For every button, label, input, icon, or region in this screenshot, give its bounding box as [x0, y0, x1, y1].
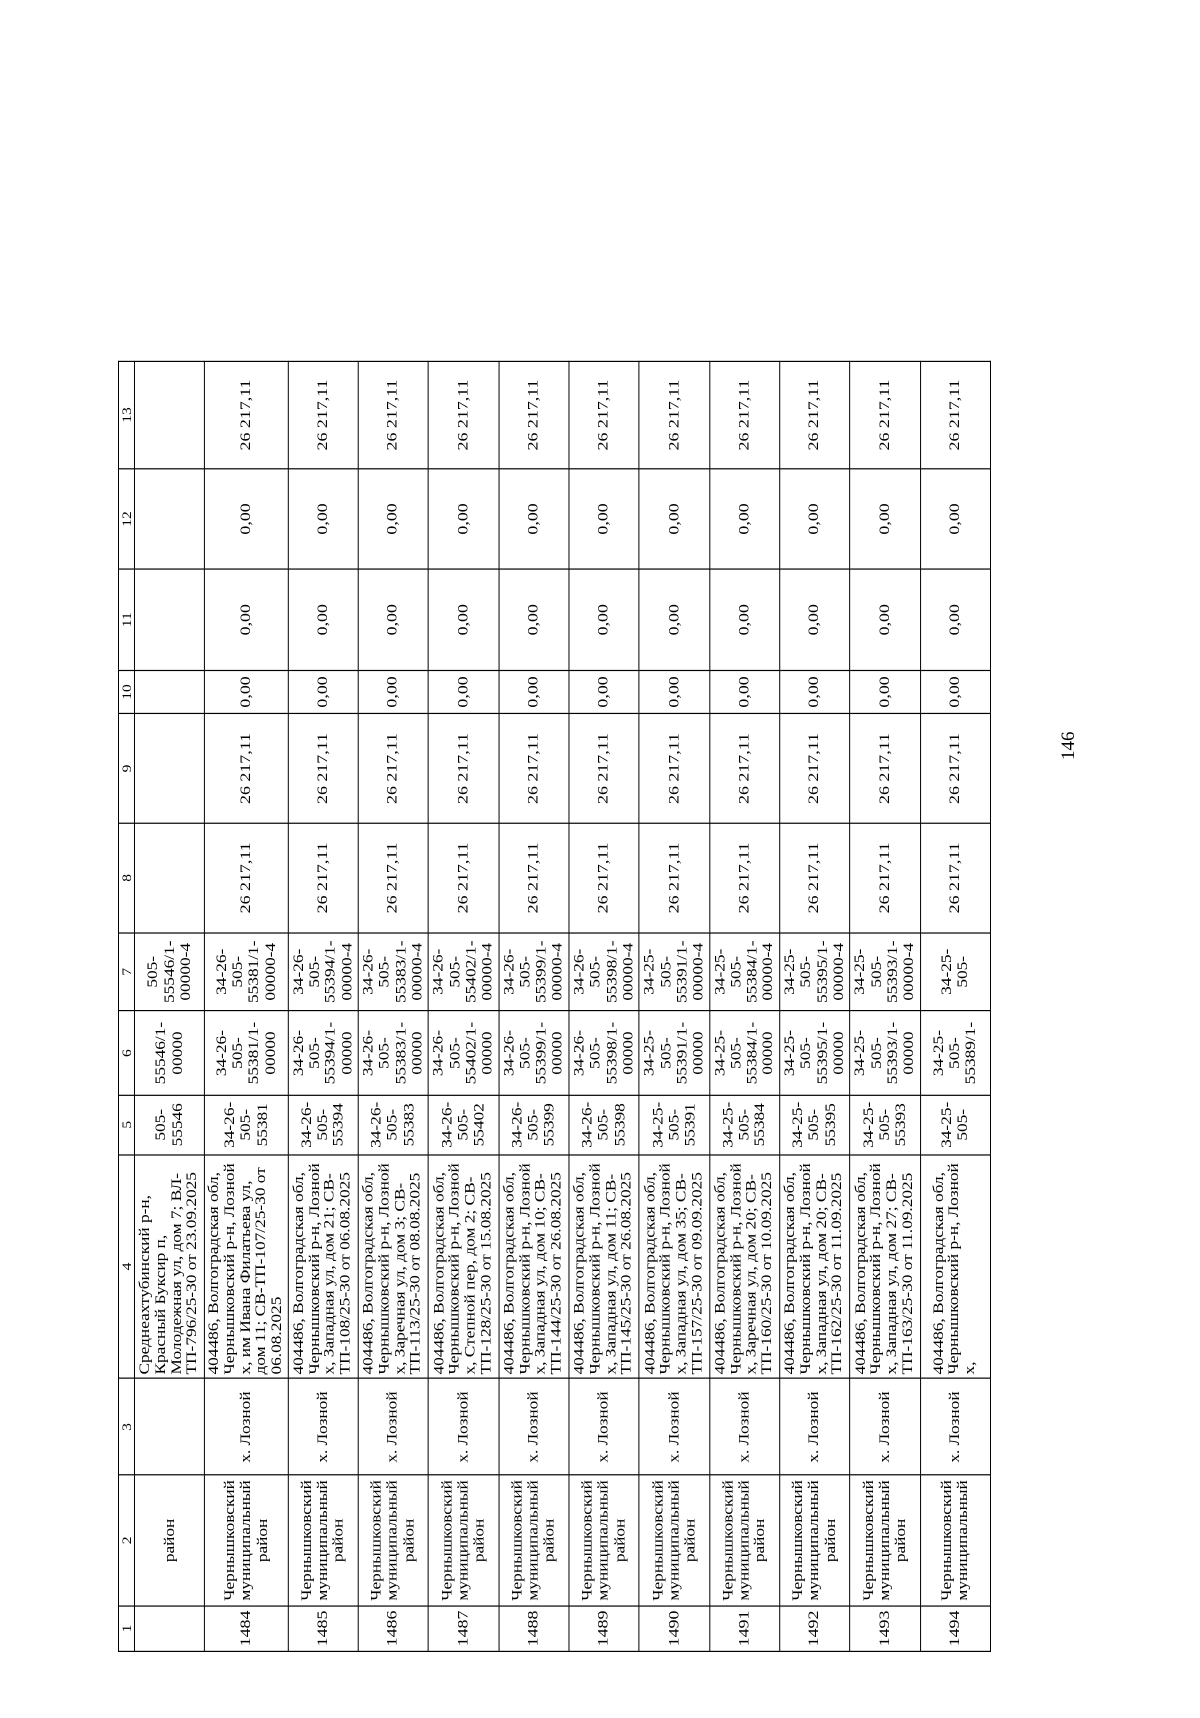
table-cell: 0,00	[850, 670, 920, 714]
column-header: 9	[118, 714, 134, 823]
table-cell: 0,00	[920, 469, 990, 570]
table-cell: 26 217,11	[499, 823, 569, 932]
table-row	[288, 361, 358, 1651]
table-cell: Чернышковский муниципальный район	[499, 1475, 569, 1605]
table-cell: 1490	[639, 1605, 709, 1651]
table-cell: 34-25-505-55395/1-00000-4	[780, 933, 850, 1011]
table-cell: 26 217,11	[709, 714, 779, 823]
column-header: 8	[118, 823, 134, 932]
table-cell: 404486, Волгоградская обл, Чернышковский р-н, Лозной х, Западная ул, дом 10; СВ-ТП-144/25-30 от 26.08.2025	[499, 1154, 569, 1378]
table-cell: 34-26-505-55383	[358, 1095, 428, 1154]
table-cell: 0,00	[569, 569, 639, 670]
table-cell: 0,00	[358, 670, 428, 714]
table-cell: Чернышковский муниципальный район	[569, 1475, 639, 1605]
table-cell: Чернышковский муниципальный район	[288, 1475, 358, 1605]
table-cell: 0,00	[639, 569, 709, 670]
table-cell: 505-55546/1-00000-4	[134, 933, 204, 1011]
table-cell: 0,00	[569, 670, 639, 714]
table-cell: х. Лозной	[428, 1379, 498, 1476]
table-cell: 0,00	[428, 569, 498, 670]
table-cell: 26 217,11	[288, 361, 358, 468]
table-cell: 1486	[358, 1605, 428, 1651]
table-cell: 34-25-505-55384/1-00000	[709, 1011, 779, 1095]
table-cell: 34-26-505-55398	[569, 1095, 639, 1154]
table-cell: х. Лозной	[358, 1379, 428, 1476]
table-cell: 34-25-505-55395	[780, 1095, 850, 1154]
table-cell: Чернышковский муниципальный	[920, 1475, 990, 1605]
table-cell: 34-25-505-	[920, 1095, 990, 1154]
table-cell: 0,00	[639, 670, 709, 714]
table-cell: 34-25-505-55391	[639, 1095, 709, 1154]
table-cell: Среднеахтубинский р-н, Красный Буксир п, Молодежная ул, дом 7; ВЛ-ТП-796/25-30 от 23.09.2025	[134, 1154, 204, 1378]
table-cell: 26 217,11	[780, 823, 850, 932]
table-cell: Чернышковский муниципальный район	[639, 1475, 709, 1605]
table-cell	[134, 569, 204, 670]
table-cell: 26 217,11	[499, 361, 569, 468]
table-cell: 26 217,11	[850, 823, 920, 932]
table-cell: 34-25-505-55384/1-00000-4	[709, 933, 779, 1011]
table-cell: 0,00	[569, 469, 639, 570]
table-cell: Чернышковский муниципальный район	[780, 1475, 850, 1605]
table-cell: 34-26-505-55402/1-00000-4	[428, 933, 498, 1011]
table-cell: 26 217,11	[920, 361, 990, 468]
table-cell: 0,00	[288, 670, 358, 714]
table-cell: 26 217,11	[850, 714, 920, 823]
table-row	[205, 361, 288, 1651]
table-cell: х. Лозной	[499, 1379, 569, 1476]
table-cell: 0,00	[709, 670, 779, 714]
column-header: 11	[118, 569, 134, 670]
table-cell: 404486, Волгоградская обл, Чернышковский р-н, Лозной х, Степной пер, дом 2; СВ-ТП-128/25-30 от 15.08.2025	[428, 1154, 498, 1378]
table-cell: 0,00	[499, 569, 569, 670]
page-number: 146	[1058, 731, 1079, 760]
table-cell: 26 217,11	[569, 361, 639, 468]
table-row	[499, 361, 569, 1651]
table-cell: 34-26-505-55398/1-00000	[569, 1011, 639, 1095]
table-cell: 0,00	[205, 569, 288, 670]
table-cell: 26 217,11	[205, 823, 288, 932]
table-cell: 404486, Волгоградская обл, Чернышковский р-н, Лозной х, Западная ул, дом 21; СВ-ТП-108/25-30 от 06.08.2025	[288, 1154, 358, 1378]
table-cell: 26 217,11	[709, 361, 779, 468]
table-cell: 1491	[709, 1605, 779, 1651]
table-cell: 505-55546	[134, 1095, 204, 1154]
table-cell: 26 217,11	[499, 714, 569, 823]
table-cell: 404486, Волгоградская обл, Чернышковский р-н, Лозной х, Западная ул, дом 20; СВ-ТП-162/25-30 от 11.09.2025	[780, 1154, 850, 1378]
table-cell: 404486, Волгоградская обл, Чернышковский р-н, Лозной х, Западная ул, дом 11; СВ-ТП-145/25-30 от 26.08.2025	[569, 1154, 639, 1378]
rotated-table-container	[118, 361, 991, 1652]
table-cell: 26 217,11	[428, 361, 498, 468]
table-cell: 0,00	[499, 469, 569, 570]
table-cell: 0,00	[850, 469, 920, 570]
table-cell: 404486, Волгоградская обл, Чернышковский р-н, Лозной х, Западная ул, дом 27; СВ-ТП-163/25-30 от 11.09.2025	[850, 1154, 920, 1378]
table-cell: Чернышковский муниципальный район	[709, 1475, 779, 1605]
table-cell	[134, 714, 204, 823]
table-cell: 26 217,11	[920, 823, 990, 932]
table-cell: 0,00	[428, 670, 498, 714]
table-cell: 34-26-505-55399/1-00000-4	[499, 933, 569, 1011]
table-cell: 404486, Волгоградская обл, Чернышковский р-н, Лозной х, им Ивана Филатьева ул, дом 11; СВ-ТП-107/25-30 от 06.08.2025	[205, 1154, 288, 1378]
table-cell: х. Лозной	[920, 1379, 990, 1476]
table-cell: 26 217,11	[205, 361, 288, 468]
table-cell: 404486, Волгоградская обл, Чернышковский р-н, Лозной х,	[920, 1154, 990, 1378]
table-cell: 1484	[205, 1605, 288, 1651]
table-cell: район	[134, 1475, 204, 1605]
table-row	[358, 361, 428, 1651]
table-cell: 1489	[569, 1605, 639, 1651]
table-cell: х. Лозной	[639, 1379, 709, 1476]
table-cell: 34-26-505-55394	[288, 1095, 358, 1154]
table-cell: 26 217,11	[850, 361, 920, 468]
table-cell: 34-25-505-55391/1-00000-4	[639, 933, 709, 1011]
table-cell: 26 217,11	[205, 714, 288, 823]
table-cell	[134, 670, 204, 714]
table-cell: 34-25-505-55393/1-00000-4	[850, 933, 920, 1011]
table-cell	[134, 469, 204, 570]
table-cell: х. Лозной	[205, 1379, 288, 1476]
table-cell: 0,00	[428, 469, 498, 570]
table-cell: 26 217,11	[288, 823, 358, 932]
table-cell: 1492	[780, 1605, 850, 1651]
table-cell: 1487	[428, 1605, 498, 1651]
table-cell: 34-25-505-55393	[850, 1095, 920, 1154]
table-cell: 34-25-505-55393/1-00000	[850, 1011, 920, 1095]
table-cell: 26 217,11	[920, 714, 990, 823]
header-row	[118, 361, 134, 1651]
table-cell: 34-26-505-55381/1-00000	[205, 1011, 288, 1095]
column-header: 12	[118, 469, 134, 570]
column-header: 6	[118, 1011, 134, 1095]
table-cell: 0,00	[288, 569, 358, 670]
table-cell: 34-26-505-55398/1-00000-4	[569, 933, 639, 1011]
column-header: 13	[118, 361, 134, 468]
table-cell: 0,00	[288, 469, 358, 570]
table-cell: 404486, Волгоградская обл, Чернышковский р-н, Лозной х, Западная ул, дом 35; СВ-ТП-157/25-30 от 09.09.2025	[639, 1154, 709, 1378]
table-cell: 26 217,11	[358, 823, 428, 932]
table-cell: х. Лозной	[709, 1379, 779, 1476]
table-cell: 34-25-505-55391/1-00000	[639, 1011, 709, 1095]
table-row	[428, 361, 498, 1651]
column-header: 10	[118, 670, 134, 714]
table-cell: 0,00	[780, 670, 850, 714]
table-cell: 26 217,11	[780, 714, 850, 823]
table-cell: х. Лозной	[569, 1379, 639, 1476]
table-cell: 0,00	[920, 569, 990, 670]
table-cell: 34-26-505-55381/1-00000-4	[205, 933, 288, 1011]
table-cell	[134, 1379, 204, 1476]
table-cell: 0,00	[780, 469, 850, 570]
table-cell: х. Лозной	[780, 1379, 850, 1476]
table-cell: 0,00	[709, 469, 779, 570]
table-cell: 0,00	[499, 670, 569, 714]
table-cell: 26 217,11	[709, 823, 779, 932]
table-cell: Чернышковский муниципальный район	[205, 1475, 288, 1605]
column-header: 2	[118, 1475, 134, 1605]
table-cell: 34-26-505-55399/1-00000	[499, 1011, 569, 1095]
table-row	[639, 361, 709, 1651]
table-row	[920, 361, 990, 1651]
table-cell: 34-26-505-55381	[205, 1095, 288, 1154]
table-cell: 0,00	[358, 569, 428, 670]
table-cell: 26 217,11	[428, 823, 498, 932]
column-header: 5	[118, 1095, 134, 1154]
table-cell: 26 217,11	[288, 714, 358, 823]
table-cell: 0,00	[780, 569, 850, 670]
table-cell: 26 217,11	[358, 714, 428, 823]
table-cell: 34-26-505-55394/1-00000	[288, 1011, 358, 1095]
table-cell: 0,00	[205, 469, 288, 570]
table-cell: 34-25-505-55395/1-00000	[780, 1011, 850, 1095]
table-cell: 34-25-505-55384	[709, 1095, 779, 1154]
table-cell: Чернышковский муниципальный район	[850, 1475, 920, 1605]
table-row-continuation	[134, 361, 204, 1651]
table-row	[780, 361, 850, 1651]
table-cell: 0,00	[358, 469, 428, 570]
table-cell: 0,00	[709, 569, 779, 670]
data-table	[118, 361, 991, 1652]
table-cell: 0,00	[920, 670, 990, 714]
table-cell: 26 217,11	[639, 714, 709, 823]
table-cell: 34-26-505-55399	[499, 1095, 569, 1154]
table-cell: 1488	[499, 1605, 569, 1651]
table-cell: 0,00	[205, 670, 288, 714]
table-cell: 1493	[850, 1605, 920, 1651]
table-cell: 26 217,11	[639, 823, 709, 932]
table-cell: 0,00	[639, 469, 709, 570]
table-row	[850, 361, 920, 1651]
column-header: 4	[118, 1154, 134, 1378]
table-row	[569, 361, 639, 1651]
table-cell: 34-25-505-	[920, 933, 990, 1011]
table-cell: Чернышковский муниципальный район	[428, 1475, 498, 1605]
table-cell: 34-26-505-55383/1-00000	[358, 1011, 428, 1095]
table-cell: 404486, Волгоградская обл, Чернышковский р-н, Лозной х, Заречная ул, дом 20; СВ-ТП-160/25-30 от 10.09.2025	[709, 1154, 779, 1378]
column-header: 3	[118, 1379, 134, 1476]
table-cell	[134, 361, 204, 468]
table-cell: 34-26-505-55394/1-00000-4	[288, 933, 358, 1011]
table-row	[709, 361, 779, 1651]
table-cell: 55546/1-00000	[134, 1011, 204, 1095]
table-cell: 34-26-505-55383/1-00000-4	[358, 933, 428, 1011]
table-cell: 1494	[920, 1605, 990, 1651]
table-cell: 34-26-505-55402/1-00000	[428, 1011, 498, 1095]
table-cell: 26 217,11	[639, 361, 709, 468]
table-cell: 404486, Волгоградская обл, Чернышковский р-н, Лозной х, Заречная ул, дом 3; СВ-ТП-113/25-30 от 08.08.2025	[358, 1154, 428, 1378]
table-cell: 26 217,11	[358, 361, 428, 468]
table-cell: 26 217,11	[428, 714, 498, 823]
table-cell: Чернышковский муниципальный район	[358, 1475, 428, 1605]
table-cell: 1485	[288, 1605, 358, 1651]
table-cell	[134, 1605, 204, 1651]
table-cell: 34-26-505-55402	[428, 1095, 498, 1154]
table-cell: 26 217,11	[780, 361, 850, 468]
column-header: 1	[118, 1605, 134, 1651]
table-cell: 26 217,11	[569, 823, 639, 932]
column-header: 7	[118, 933, 134, 1011]
table-cell: 26 217,11	[569, 714, 639, 823]
table-cell: х. Лозной	[850, 1379, 920, 1476]
table-cell: 0,00	[850, 569, 920, 670]
table-cell	[134, 823, 204, 932]
table-cell: х. Лозной	[288, 1379, 358, 1476]
table-cell: 34-25-505-55389/1-	[920, 1011, 990, 1095]
